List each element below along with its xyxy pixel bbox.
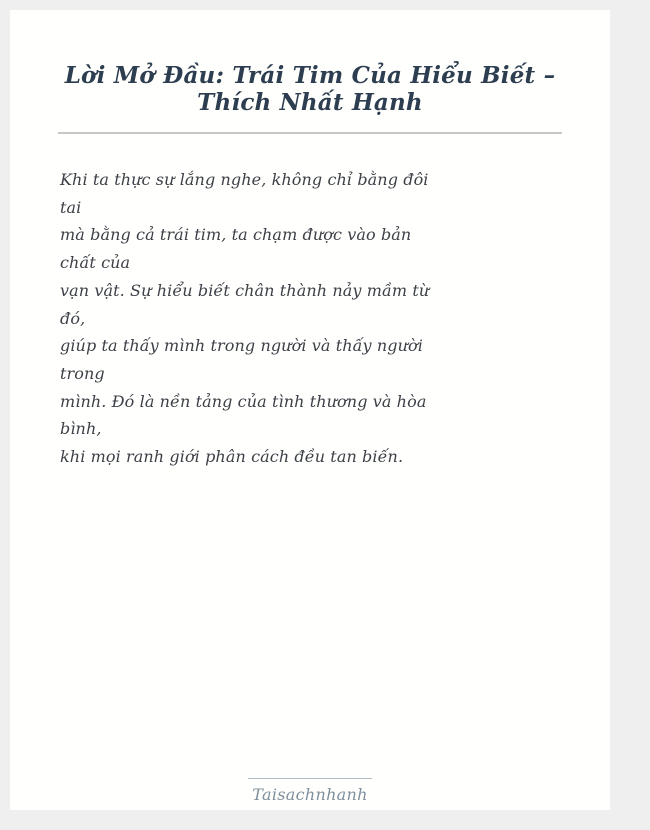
body-line: mà bằng cả trái tim, ta chạm được vào bản <box>60 225 412 245</box>
body-line: tai <box>60 197 82 217</box>
body-line: mình. Đó là nền tảng của tình thương và hòa <box>60 391 427 411</box>
site-brand: Taisachnhanh <box>252 785 368 804</box>
body-line: đó, <box>60 308 86 328</box>
body-line: trong <box>60 363 105 383</box>
body-line: giúp ta thấy mình trong người và thấy người <box>60 336 423 356</box>
footer-divider <box>248 778 372 779</box>
body-line: vạn vật. Sự hiểu biết chân thành nảy mầm từ <box>60 280 430 300</box>
body-line: chất của <box>60 253 131 273</box>
page-footer <box>10 778 610 804</box>
document-body <box>10 134 610 471</box>
body-line: bình, <box>60 419 102 439</box>
page-title: Lời Mở Đầu: Trái Tim Của Hiểu Biết – Thích Nhất Hạnh <box>64 62 556 116</box>
document-page <box>10 10 610 810</box>
body-line: khi mọi ranh giới phân cách đều tan biến. <box>60 447 404 467</box>
body-line: Khi ta thực sự lắng nghe, không chỉ bằng đôi <box>60 170 429 189</box>
